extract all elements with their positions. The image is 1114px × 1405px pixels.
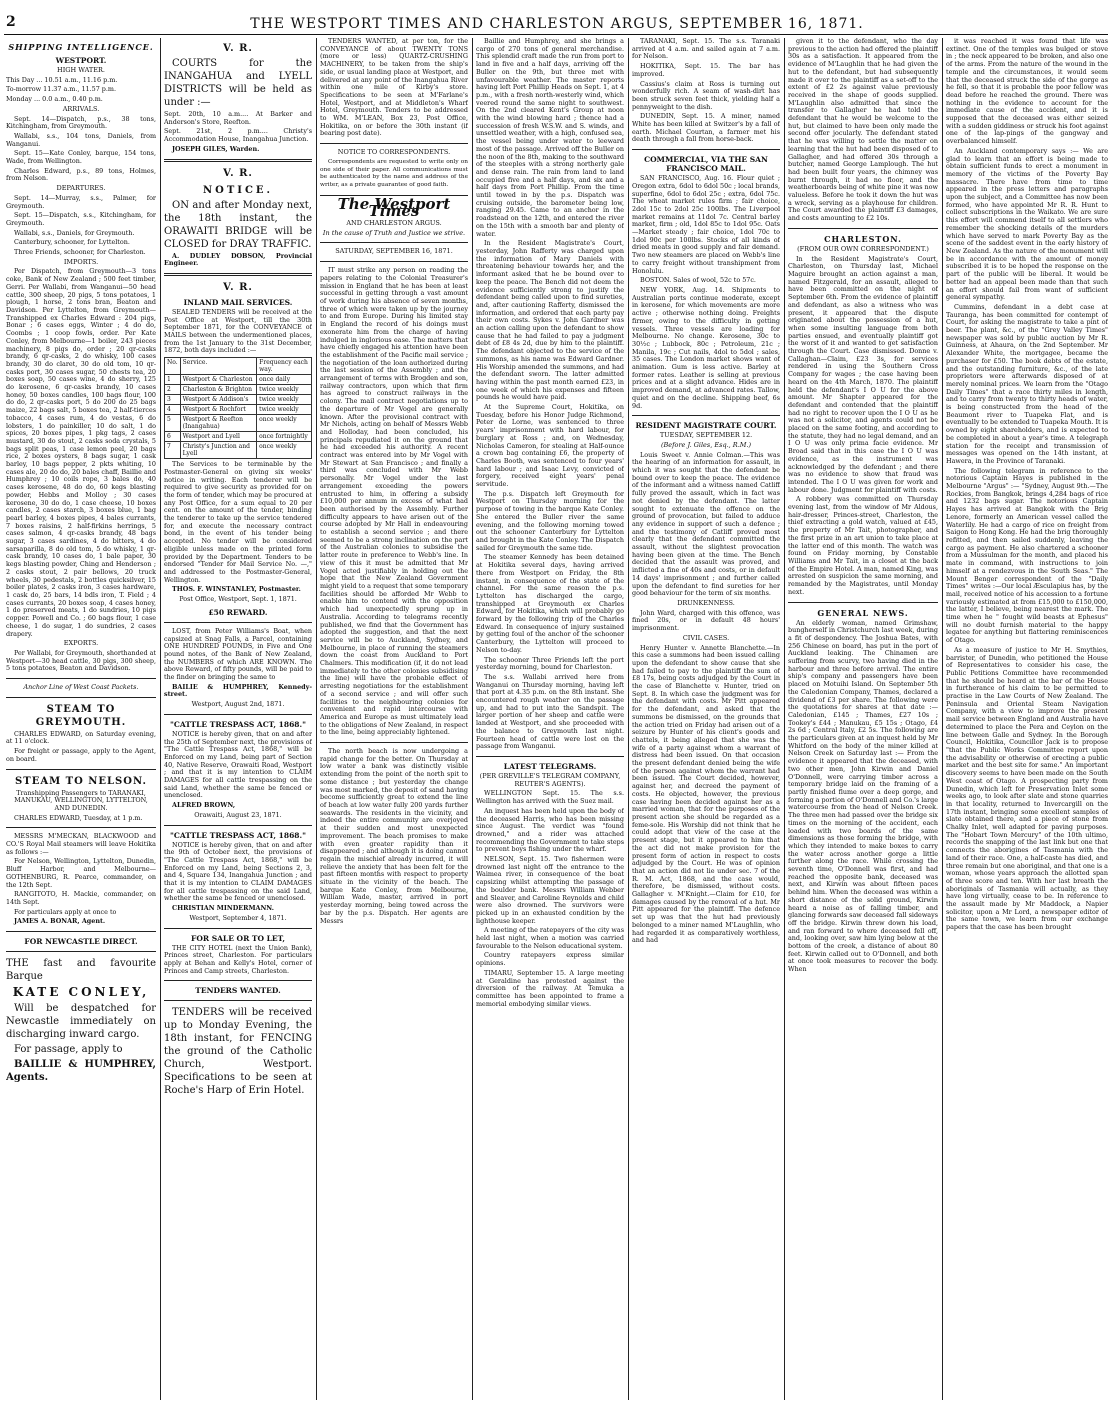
divider	[6, 827, 156, 828]
departure-entry: Sept. 15—Dispatch, s.s., Kitchingham, for Greymouth.	[6, 211, 156, 227]
table-cell: Charleston & Brighton	[180, 385, 257, 395]
tenders-wanted-text: TENDERS WANTED, at per ton, for the CONVEYANCE of about TWENTY TONS (more or less) QUARTZ-CRUSHING MACHINERY, to be taken from the ship's side, or usual landing place at Westport, and delivered at any point of the Inangahua River within one mile of Kirby's store. Specifications to be seen at M'Farlane's Hotel, Westport, and at Middleton's Wharf Hotel, Greymouth. Tenders to be addressed to WM. M'LEAN, Box 23, Post Office, Hokitika, on or before the 30th instant (if bearing post date).	[320, 38, 468, 138]
telegram: A meeting of the ratepayers of the city was held last night, when a motion was carried favourable to the Nelson educational system.	[476, 926, 624, 950]
arrival-entry: Wallabi, s.s., 104 tons, Daniels, from Wanganui.	[6, 131, 156, 148]
table-cell: Westport & Charleston	[180, 375, 257, 385]
giles-signature: JOSEPH GILES, Warden.	[172, 144, 260, 153]
issue-date: SATURDAY, SEPTEMBER 16, 1871.	[335, 247, 453, 256]
arrival-entry: Sept. 14—Dispatch, p.s., 38 tons, Kitchingham, from Greymouth.	[6, 114, 156, 131]
kate-conley-text: Will be despatched for Newcastle immediately on discharging inward cargo.	[6, 1003, 156, 1041]
column-editorial	[320, 38, 468, 1400]
table-header: Service.	[180, 358, 257, 375]
imports-heading: IMPORTS.	[63, 257, 99, 266]
column-news	[476, 38, 624, 1400]
page-number: 2	[6, 14, 17, 30]
divider	[632, 149, 780, 150]
arrival-entry: Charles Edward, p.s., 89 tons, Holmes, from Nelson.	[6, 166, 156, 183]
table-cell: twice weekly	[257, 395, 312, 405]
divider	[476, 756, 624, 757]
divider	[6, 697, 156, 698]
commercial-paragraph: NEW YORK, Aug. 14. Shipments to Australian ports continue moderate, except in kerosene, for which movements are more active ; otherwise nothing doing. Freights firmer, owing to the difficulty in getting vessels. Three vessels are loading for Melbourne. No change. Kerosene, 30c to 30½c ; Lubbock, 80c ; Petroleum, 21c ; Manila, 19c ; Cut nails, 4dol to 5dol ; sales, 35 cases. The London market shows want of animation. Gum is less active. Barley at former rates. Leather is selling at previous prices and at a slight advance. Hides are in improved demand, at advanced rates. Tallow, quiet and on the decline. Shipping beef, 6s 9d.	[632, 285, 780, 410]
departure-entry: Sept. 14—Murray, s.s., Palmer, for Greymouth.	[6, 193, 156, 210]
court-paragraph: John Ward, charged with this offence, was fined 20s, or in default 48 hours' imprisonment.	[632, 608, 780, 633]
charles-edward-nelson: CHARLES EDWARD, Tuesday, at 1 p.m.	[14, 813, 143, 822]
editorial-text: IT must strike any person on reading the papers relating to the Colonial Treasurer's mission in England that he has been at least successful in getting through a vast amount of work during his absence of seven months, three of which were taken up by the journey to and from Europe. During his limited stay in England the record of his doings must exonerate him from the charge of having indulged in inglorious ease. The matters that have chiefly engaged his attention have been the establishment of the Pacific mail service ; the negotiation of the loan authorized during the last session of the Assembly ; and the arrangement of terms with Brogden and son, railway contractors, upon which that firm has agreed to construct railways in the colony. The mail contract negotiations up to the departure of Mr Vogel are generally known. After the provisional contract with Mr Nichols, acting on behalf of Messrs Webb and Holloday, had been concluded, his principals repudiated it on the ground that he had exceeded his authority. A recent contract was entered into by Mr Vogel with Mr Stewart at San Francisco ; and finally a third was concluded with Mr Webb personally. Mr Vogel under the last arrangement exceeding the powers entrusted to him, in offering a subsidy £10,000 per annum in excess of what had been authorised by the Assembly. Further difficulty appears to have arisen out of the course adopted by Mr Hall in endeavouring to establish a second service ; and there seemed to be a strong inclination on the part of the Australian colonies to subsidise the latter route in preference to Webb's line. In view of this it must be admitted that Mr Vogel acted justifiably in holding out the hope that the New Zealand Government might yield to a request that some temporary facilities should be afforded Mr Webb to enable him to contend with the opposition which had unexpectedly sprung up in Australia. According to telegrams recently published, we find that the Government has adopted the suggestion, and that the next service will be to Auckland, Sydney, and Melbourne, in place of running the steamers down the coast from Auckland to Port Chalmers. This modification (if, it do not lead immediately to the other colonies subsidising the line) will have the probable effect of arresting negotiations for the establishment of a second service ; and will offer such facilities to the neighbouring colonies for convenient and rapid intercourse with America and Europe as must ultimately lead to the obligations of New Zealand, in respect to the line, being appreciably lightened.	[320, 266, 468, 737]
sale-heading: FOR SALE OR TO LET,	[191, 933, 285, 943]
column-rule	[942, 38, 943, 1400]
imports-text: Per Dispatch, from Greymouth—3 tons coke, Bank of New Zealand ; 500 feet timber, Gerri. Per Wallabi, from Wanganui—50 head cattle, 300 sheep, 20 pigs, 5 tons potatoes, 1 plough, 1 horse, 2 tons bran, Beaton and Davidson. Per Lyttelton, from Greymouth—Transhipped ex Charles Edward : 204 pigs, Bonar ; 6 cases eggs, Winter ; 4 do do, Coombs ; 1 coop fowls, order. Per Kate Conley, from Melbourne—1 boiler, 243 pieces machinery, 8 pigs do, order ; 20 qr-casks brandy, 6 qr-casks, 2 do whisky, 100 cases brandy, 30 do claret, 30 do old tom, 10 qr-casks port, 30 cases sugar, 50 chests tea, 20 boxes soap, 50 cases wine, 4 do sherry, 125 do kerosene, 6 qr-casks brandy, 10 cases honey, 50 boxes candles, 100 bags flour, 100 do do, 2 qr-casks port, 5 do 200 do 25 bags maize, 22 bags salt, 5 boxes tea, 2 half-tierces tobacco, 4 cases rum, 4 do vestas, 6 do lobsters, 1 do painkiller, 10 do salt, 1 do spices, 20 boxes pipes, 1 pkg tags, 2 cases mustard, 30 do stout, 2 casks soda crystals, 5 bags split peas, 1 case lemon peel, 20 bags rice, 2 boxes oysters, 8 bags sugar, 1 cask barley, 10 bags pepper, 2 pkts whiting, 10 cases ale, 20 do do, 20 bales chaff, Baillie and Humphrey ; 10 coils rope, 3 bales do, 40 cases kerosene, 48 do do, 60 kegs blasting powder, Hebbs and Molloy ; 30 cases kerosene, 30 do do, 1 case cheese, 10 boxes candles, 2 cases starch, 3 boxes blue, 1 bag pearl barley, 4 boxes pipes, 4 bales currants, 7 boxes raisins, 2 half-firkins herrings, 5 cases salmon, 4 qr-casks brandy, 48 bags sugar, 3 cases sardines, 4 do bitters, 4 do sarsaparilla, 8 do old tom, 5 do whisky, 1 qr-cask brandy, 10 cases do, 1 bale paper, 30 kegs blasting powder, Ching and Henderson ; 2 casks stout, 2 pair bellows, 20 truck wheels, 30 pedestals, 2 bottles quicksilver, 15 boiler plates, 2 casks iron, 3 cases hardware, 1 cask do, 25 bars, 14 bdls iron, T. Field ; 4 cases currants, 20 boxes soap, 4 cases honey, 1 do preserved meats, 1 do sundries, 10 pigs copper. Powell and Co. ; 60 bags flour, 1 case cheese, 1 do sugar, 1 do sundries, 2 cases drapery.	[6, 267, 156, 638]
charleston-paragraph: A robbery was committed on Thursday evening last, from the window of Mr Aldous, hair-dresser, Princes-street, Charleston, the thief extracting a gold watch, valued at £45, the property of Mr Tait, photographer, and the first prize in an art union to take place at the latter end of this month. The watch was found on Friday morning, by Constable Williams and Mr Tait, in a closet at the back of the Empire Hotel. A man, named King, was arrested on suspicion the same morning, and remanded by the Magistrates, until Monday next.	[788, 495, 938, 596]
winstanley-signature: THOS. F. WINSTANLEY, Postmaster.	[172, 585, 301, 594]
table-cell: Westport & Rochfort	[180, 405, 257, 415]
column-rule	[784, 38, 785, 1400]
divider	[164, 622, 312, 623]
vr-crest-2	[164, 167, 312, 180]
charles-edward-greymouth: CHARLES EDWARD, on Saturday evening, at 11 o'clock.	[6, 729, 156, 746]
table-cell: once weekly	[257, 442, 312, 459]
table-row	[165, 415, 312, 432]
port-heading: WESTPORT.	[55, 56, 107, 65]
general-news-paragraph: Cummins, defendant in a debt case at Tauranga, has been committed for contempt of Court, for asking the magistrate to take a pint of beer. The plant, &c., of the "Grey Valley Times" newspaper was sold by public auction by Mr R. Guinness, at Ahaura, on the 2nd September. Mr Alexander White, the mortgagee, became the purchaser for £50. The book debts of the estate, and the outstanding furniture, &c., of the late proprietors were afterwards disposed of at merely nominal prices. We learn from the "Otago Daily Times" that a race thirty miles in length, and to carry from twenty to thirty heads of water, is being constructed from the head of the Beaumont river to Tuapeka Flat, and is eventually to be extended to Tuapeka Mouth. It is owned by eight shareholders, and is expected to be completed in about a year's time. A telegraph station for the receipt and transmission of messages was opened on the 14th instant, at Hawera, in the Province of Taranaki.	[946, 302, 1108, 465]
divider	[6, 951, 156, 952]
telegram: TIMARU, September 15. A large meeting at Geraldine has protested against the diversion of the railway. At Temuka a committee has been appointed to frame a memorial embodying similar views.	[476, 968, 624, 1008]
departures-heading: DEPARTURES.	[56, 184, 106, 193]
column-rule	[628, 38, 629, 1400]
divider	[788, 602, 938, 603]
divider	[632, 415, 780, 416]
telegrams-sub: (PER GREVILLE'S TELEGRAM COMPANY, REUTER'S AGENTS).	[479, 771, 621, 788]
column-general-news	[946, 38, 1108, 1400]
general-news-paragraph: As a measure of justice to Mr H. Smythies, barrister, of Dunedin, who petitioned the House of Representatives to consider his case, the Public Petitions Committee have recommended that he should be heard at the bar of the House in furtherance of his claim to be permitted to practise in the Law Courts of New Zealand. The Peninsula and Oriental Steam Navigation Company, with a view to improve the present mail service between England and Australia have determined to place the Pera and Ceylon on the line between Galle and Sydney. In the Borough Council, Hokitika, Councillor Jack is to propose "that the Public Works Committee report upon the advisability or otherwise of erecting a public market and the best site for same." An important discovery seems to have been made on the South West coast of Otago. A prospecting party from Dunedin, which left for Preservation Inlet some weeks ago, to look after slate and stone quarries in that locality, returned to Invercargill on the 17th instant, bringing some excellent samples of slate obtained there, and a piece of stone from Chalky Inlet, well adapted for paving purposes. The "Hobart Town Mercury" of the 10th ultimo, records the snapping of the last link but one that connects the aborigines of Tasmania with the land of their race. One, a half-caste has died, and three remain but one aboriginal, and that one is a woman, whose years approach the allotted span of three score and ten. With her last breath the aboriginals of Tasmania will actually, as they have long virtually, cease to be. In reference to the assault made by Mr Maddock, a Napier solicitor, upon a Mr Lord, a newspaper editor of the same town, we learn from our exchange papers that the case has been brought	[946, 645, 1108, 932]
reward-heading: £50 REWARD.	[208, 607, 268, 617]
passage-text: For passage, apply to	[14, 1044, 123, 1056]
mail-heading: INLAND MAIL SERVICES.	[183, 297, 293, 307]
tranship-text: Transhipping Passengers to TARANAKI, MANUKAU, WELLINGTON, LYTTELTON, AND DUNEDIN.	[14, 788, 148, 812]
column-commercial	[632, 38, 780, 1400]
commercial-paragraph: BOSTON. Sales of wool, 52c to 57c.	[640, 276, 756, 285]
telegram: HOKITIKA, Sept. 15. The bar has improved.	[632, 62, 780, 78]
rangitoto-text: RANGITOTO, H. Mackie, commander, on 14th Sept.	[6, 890, 156, 906]
kate-conley-name: KATE CONLEY,	[12, 985, 150, 1000]
baillie-signature: BAILLIE & HUMPHREY, Agents.	[6, 1059, 156, 1084]
telegram: An inquest has been held upon the body of the deceased Harris, who has been missing since August. The verdict was "found drowned," and a rider was attached recommending the Government to take steps to prevent boys fishing under the wharf.	[476, 806, 624, 854]
table-cell: 5	[165, 415, 181, 432]
divider	[320, 143, 468, 144]
post-office-date: Post Office, Westport, Sept. 1, 1871.	[179, 595, 297, 604]
table-cell: 3	[165, 395, 181, 405]
rm-court-before: (Before J. Giles, Esq., R.M.)	[660, 440, 752, 449]
local-news-text: The north beach is now undergoing a rapid change for the better. On Thursday at low water a bank was distinctly visible extending from the point of the north spit to some distance ; but yesterday the change was most marked, the deposit of sand having become sufficiently great to extend the line of beach at low water fully 200 yards further seawards. The residents in the vicinity, and indeed the entire community are overjoyed at their sudden and most unexpected improvement. The beach promises to make with even greater rapidity than it disappeared ; and although it is doing cannot regain the mischief already incurred, it will relieve the anxiety that has been felt for the past fifteen months with respect to property situate in the vicinity of the beach. The barque Kate Conley, from Melbourne, William Wade, master, arrived in port yesterday morning, being towed across the bar by the p.s. Dispatch. Her agents are Messrs	[320, 747, 468, 925]
table-cell: 4	[165, 405, 181, 415]
table-header-row	[165, 358, 312, 375]
table-cell: once fortnightly	[257, 432, 312, 442]
column-rule	[316, 38, 317, 1400]
civil-cases-heading: CIVIL CASES.	[682, 633, 730, 642]
news-paragraph: In the Resident Magistrate's Court, yesterday, John Rafferty was charged upon the information of Mary Daniels with threatening behaviour towards her, and the informant asked that he be bound over to keep the peace. The Bench did not deem the evidence sufficiently strong to justify the defendant being called upon to find sureties, and, after cautioning Rafferty, dismissed the information, and ordered that each party pay their own costs. Sykes v. John Gardner was an action calling upon the defendant to show cause that he had failed to pay a judgment debt of £8 4s 2d, due by him to the plaintiff. The defendant objected to the service of the summons, as his name was Edward Gardner. His Worship amended the summons, and had the defendant sworn. The latter admitted having within the past month earned £23, in one week of which his expenses and fifteen pounds he would have paid.	[476, 239, 624, 402]
newcastle-heading: FOR NEWCASTLE DIRECT.	[24, 937, 138, 947]
departure-entry: Wallabi, s.s., Daniels, for Greymouth.	[14, 228, 135, 237]
divider	[788, 228, 938, 229]
table-header: No.	[165, 358, 181, 375]
general-news-heading: GENERAL NEWS.	[817, 607, 909, 618]
divider	[164, 825, 312, 826]
tenders-text: TENDERS will be received up to Monday Evening, the 18th instant, for FENCING the ground of the Catholic Church, Westport. Specifications to be seen at Roche's Harp of Erin Hotel.	[164, 1007, 312, 1097]
drunkenness-heading: DRUNKENNESS.	[677, 599, 735, 607]
table-cell: Westport & Addison's	[180, 395, 257, 405]
general-news-paragraph: The following telegram in reference to the notorious Captain Hayes is published in the Melbourne "Argus" :— "Sydney, August 9th.—The Rockies, from Bangkok, brings 4,284 bags of rice and 1232 bags sugar. The notorious Captain Hayes has arrived at Bangkok with the Brig Lenore, formerly an American vessel called the Waterlily. He had a cargo of rice on freight from Saigon to Hong Kong. He had the brig thoroughly refitted, and then sailed suddenly, leaving the cargo as payment. He also chartered a schooner from a Mussulman for the month, and placed his mate in command, with instructions to join himself at a rendezvous in the South Seas." The Mount Benger correspondent of the "Daily Times" writes :—Our local Æsculapius has, by the mail, received notice of his accession to a fortune variously estimated at from £15,000 to £150,000, the latter, I believe, being nearest the mark. The time when he " fought wild beasts at Ephesus" will no doubt furnish material to the happy legatee for anything but flattering reminiscences of Otago.	[946, 466, 1108, 645]
table-row	[165, 405, 312, 415]
telegram: DUNEDIN, Sept. 15. A miner, named White has been killed at Switzer's by a fall of earth. Michael Courtan, a farmer met his death through a fall from horse-back.	[632, 112, 780, 144]
shipping-heading: SHIPPING INTELLIGENCE.	[8, 42, 154, 52]
tenders-heading: TENDERS WANTED.	[195, 986, 281, 996]
table-cell: Westport & Reefton (Inangahua)	[180, 415, 257, 432]
gothenburg-text: For Nelson, Wellington, Lyttelton, Dunedin, Bluff Harbor, and Melbourne— GOTHENBURG, R. Pearce, commander, on the 12th Sept.	[6, 857, 156, 889]
divider	[320, 742, 468, 743]
table-row	[165, 375, 312, 385]
dobson-signature: A. DUDLEY DOBSON, Provincial Engineer.	[164, 251, 312, 268]
charleston-sub: (FROM OUR OWN CORRESPONDENT.)	[797, 244, 929, 253]
divider	[164, 928, 312, 929]
courts-text: COURTS for the INANGAHUA and LYELL DISTRICTS will be held as under :—	[164, 58, 312, 108]
table-cell: once weekly	[257, 415, 312, 432]
motto: In the cause of Truth and Justice we strive.	[322, 228, 466, 237]
anchor-line-heading: Anchor Line of West Coast Packets.	[23, 683, 139, 692]
mmeckan-text: MESSRS M'MECKAN, BLACKWOOD and CO.'S Royal Mail steamers will leave Hokitika as follows :—	[6, 832, 156, 856]
news-paragraph: Baillie and Humphrey, and she brings a cargo of 270 tons of general merchandise. This splendid craft made the run from port to land in five and a half days, arriving off the Buller on the 9th, but three met with unfavourable weather. The master reports having left Port Phillip Heads on Sept. 1, at 4 p.m., with a fresh north-westerly wind, which veered round the same night to southwest. On the 2nd cleared Kent's Group at noon with the wind blowing hard ; thence had a succession of fresh W.S.W. and S. winds, and unsettled weather, with a high, confused sea, the vessel being under water to leeward most of the passage. Arrived off the Buller on the noon of the 8th, making to the southward of the steeples with a strong northerly gale and dense rain. The rain from land to land occupied five and a half days, and six and a half days from Port Phillip. From the time until towed in by the p.s. Dispatch was cruising outside, the barometer being low, ranging 29.45. Came to an anchor in the roadstead on the 12th, and entered the river on the 15th with a smooth bar and plenty of water.	[476, 38, 624, 238]
table-row	[165, 395, 312, 405]
column-notices	[164, 38, 312, 1400]
divider	[6, 678, 156, 679]
table-cell: twice weekly	[257, 385, 312, 395]
table-cell: Christy's Junction and Lyell	[180, 442, 257, 459]
divider	[164, 273, 312, 276]
divider	[164, 980, 312, 981]
brown-date: Orawaiti, August 23, 1871.	[194, 810, 282, 819]
fast-barque-text: THE fast and favourite Barque	[6, 958, 156, 983]
cattle-act-heading: "CATTLE TRESPASS ACT, 1868."	[169, 719, 307, 729]
arrival-entry: Sept. 15—Kate Conley, barque, 154 tons, Wade, from Wellington.	[6, 149, 156, 166]
divider	[6, 769, 156, 770]
divider	[320, 261, 468, 262]
baillie-signature-2: BAILIE & HUMPHREY, Kennedy-street.	[164, 682, 312, 699]
exports-heading: EXPORTS.	[63, 639, 99, 648]
notice-heading: NOTICE.	[202, 184, 274, 196]
commercial-paragraph: SAN FRANCISCO, Aug. 16. Flour quiet ; Oregon extra, 6dol to 6dol 50c ; local brands, superfine, 6dol to 6dol 25c ; extra, 6dol 75c. The wheat market rules firm ; fair choice, 2dol 15c to 2dol 25c 100lbs. The Liverpool market remains at 11dol 7c. Central barley market, firm ; old, 1dol 85c to 1dol 95c. Oats—Market steady ; fair choice, 1dol 70c to 1dol 90c per 100lbs. Stocks of all kinds of dried meats in good supply and fair demand. Two new steamers are placed on Webb's line to carry freight without transhipment from Honolulu.	[632, 174, 780, 275]
high-water-line: Monday ... 0.0 a.m., 0.40 p.m.	[6, 95, 103, 104]
table-cell: 2	[165, 385, 181, 395]
news-paragraph: The steamer Kennedy has been detained at Hokitika several days, having arrived there from Westport on Friday, the 8th instant, in consequence of the state of the channel. For the same reason the p.s. Lyttelton has discharged the cargo, transhipped at Greymouth ex Charles Edward, for Hokitika, which will probably go forward by the following trip of the Charles Edward. In consequence of injury sustained by getting foul of the anchor of the schooner Canterbury, the Lyttelton will proceed to Nelson to-day.	[476, 553, 624, 654]
table-header: Frequency each way.	[257, 358, 312, 375]
table-cell: 7	[165, 442, 181, 459]
table-row	[165, 442, 312, 459]
masthead-title: THE WESTPORT TIMES AND CHARLESTON ARGUS, SEPTEMBER 16, 1871.	[250, 16, 864, 32]
vr-crest-3	[164, 281, 312, 294]
vr-label: V. R.	[223, 167, 253, 179]
baillie-date: Westport, August 2nd, 1871.	[191, 700, 285, 709]
cattle-act-text-2: NOTICE is hereby given, that on and after the 9th of October next, the provisions of "The Cattle Trespass Act, 1868," will be Enforced on my Land, being Sections 2, 3, and 4, Square 134, Inangahua Junction ; and that it is my intention to CLAIM DAMAGES for all cattle trespassing on the said Land, whether the same be fenced or unenclosed.	[164, 840, 312, 903]
vr-label: V. R.	[223, 43, 253, 54]
divider	[164, 714, 312, 715]
masthead-rule	[4, 34, 1108, 35]
divider	[6, 931, 156, 932]
table-row	[165, 432, 312, 442]
table-cell: twice weekly	[257, 405, 312, 415]
table-cell: once daily	[257, 375, 312, 385]
divider	[164, 159, 312, 162]
departure-entry: Canterbury, schooner, for Lyttelton.	[14, 238, 130, 247]
column-shipping	[6, 38, 156, 1400]
telegram: TARANAKI, Sept. 15. The s.s. Taranaki arrived at 4 a.m. and sailed again at 7 a.m. for Nelson.	[632, 38, 780, 61]
departure-entry: Three Friends, schooner, for Charleston.	[14, 248, 146, 257]
divider	[320, 242, 468, 243]
divider	[164, 1000, 312, 1001]
high-water-line: This Day ... 10.51 a.m., 11.16 p.m.	[6, 75, 118, 84]
high-water-line: To-morrow 11.37 a.m., 11.57 p.m.	[6, 85, 117, 94]
correspondents-text: Correspondents are requested to write only on one side of their paper. All communications must be authenticated by the name and address of the writer, as a private guarantee of good faith.	[320, 158, 468, 188]
court-paragraph: Louis Sweet v. Annie Colman.—This was the hearing of an information for assault, in which it was sought that the defendant be bound over to keep the peace. The evidence of the informant and a witness named Catliff fully proved the assault, which in fact was not denied by the defendant. The latter sought to extenuate the offence on the ground of provocation, but failed to adduce any evidence in support of such a defence ; and the testimony of Catliff proved most clearly that the defendant committed the assault, without the slightest provocation having been given at the time. The Bench decided that the assault was proved, and inflicted a fine of 40s and costs, or in default 14 days' imprisonment ; and further called upon the defendant to find sureties for her good behaviour for the term of six months.	[632, 450, 780, 598]
bonar-signature: JAMES A. BONAR, Agent.	[14, 917, 106, 926]
vr-crest	[164, 42, 312, 55]
sale-text: THE CITY HOTEL (next the Union Bank), Princes street, Charleston. For particulars apply at Behan and Kelly's Hotel, corner of Princes and Camp streets, Charleston.	[164, 943, 312, 975]
cattle-act-text: NOTICE is hereby given, that on and after the 25th of September next, the provisions of "The Cattle Trespass Act, 1868," will be Enforced on my Land, being part of Section 40, Native Reserve, Orawaiti Road, Westport ; and that it is my intention to CLAIM DAMAGES for all cattle trespassing on the said Land, whether the same be fenced or unenclosed.	[164, 729, 312, 800]
news-paragraph: The schooner Three Friends left the port yesterday morning, bound for Charleston.	[476, 655, 624, 672]
telegram: NELSON, Sept. 15. Two fishermen were drowned last night off the entrance to the Waimea river, in consequence of the boat capsizing whilst attempting the passage of the boulder bank. Messrs William Webber and Sleaver, and Caroline Reynolds and child were also drowned. The survivors were picked up in an exhausted condition by the lighthouse keeper.	[476, 855, 624, 925]
brown-signature: ALFRED BROWN,	[172, 801, 236, 810]
court-date: Sept. 20th, 10 a.m.... At Barker and Anderson's Store, Reefton.	[164, 110, 312, 126]
news-paragraph: The p.s. Dispatch left Greymouth for Westport on Thursday morning for the purpose of towing in the barque Kate Conley. She entered the Buller river the same evening, and the following morning towed out the schooner Canterbury for Lyttelton and brought in the Kate Conley. The Dispatch sailed for Greymouth the same tide.	[476, 489, 624, 552]
arrivals-heading: ARRIVALS.	[62, 104, 100, 113]
mindermann-signature: CHRISTIAN MINDERMANN.	[172, 904, 274, 913]
nameplate: The Westport Times	[337, 194, 451, 221]
commercial-heading: COMMERCIAL, VIA THE SAN FRANCISCO MAIL.	[644, 155, 768, 174]
mindermann-date: Westport, September 4, 1871.	[189, 913, 287, 922]
court-paragraph: given it to the defendant, who the day previous to the action had offered the plaintiff 30s as a satisfaction. It appeared from the evidence of M'Laughlin that he had given the hut to the defendant, but had subsequently made it over to the plaintiff as a set-off to the extent of £2 2s against value previously received in the shape of goods supplied. M'Laughlin also admitted that since the transfer to Gallagher he had told the defendant that he would be welcome to the hut, but claimed to have been only made the second offer jocularly. The defendant stated that he was willing to settle the matter on learning that the hut had been disposed of to Gallagher, and had offered 30s through a butcher, named George Lamplough. The hut had been built four years, the chimney was burnt through, it had no floor, and the weatherboards being of white pine it was now valueless. Before he took it down the hut was a wreck, serving as a playhouse for children. The Court awarded the plaintiff £3 damages, and costs amounting to £2 10s.	[788, 38, 938, 223]
telegram: WELLINGTON Sept. 15. The s.s. Wellington has arrived with the Suez mail.	[476, 789, 624, 806]
table-cell: 6	[165, 432, 181, 442]
vr-label: V. R.	[223, 281, 253, 293]
mail-text: SEALED TENDERS will be received at the Post Office at Westport, till the 30th September 1871, for the CONVEYANCE of MAILS between the undermentioned places, from the 1st January to the 31st December, 1872, both days included :—	[164, 307, 312, 355]
steam-nelson-heading: STEAM TO NELSON.	[15, 775, 147, 787]
charleston-heading: CHARLESTON.	[824, 233, 902, 244]
reward-text: LOST, from Peter Williams's Boat, when capsized at Snag Falls, a Parcel, containing ONE HUNDRED POUNDS, in Five and One pound notes, of the Bank of New Zealand, the NUMBERS of which ARE KNOWN. The above Reward, of fifty pounds, will be paid to the finder on bringing the same to	[164, 626, 312, 682]
exports-text: Per Wallabi, for Greymouth, shorthanded at Westport—30 head cattle, 30 pigs, 300 sheep, 5 tons potatoes, Beaton and Davidson.	[6, 648, 156, 673]
nameplate-sub: AND CHARLESTON ARGUS.	[346, 219, 442, 228]
telegram: Cassius's claim at Ross is turning out wonderfully rich. A seam of wash-dirt has been struck seven feet thick, yielding half a pennyweight to the dish.	[632, 79, 780, 111]
general-news-paragraph: An Auckland contemporary says :— We are glad to learn that an effort is being made to obtain sufficient funds to erect a monument in memory of the victims of the Poverty Bay massacre. There have from time to time appeared in the press letters and paragraphs upon the subject, and a Committee has now been formed, who have appointed Mr R. R. Hunt to collect subscriptions in the Waikato. We are sure this effort will commend itself to all settlers who remember the shocking details of the murders which have served to mark Poverty Bay as the scene of the saddest event in the early history of New Zealand. As the nature of the monument will be in accordance with the amount of money subscribed it is to be hoped the response on the part of the public will be liberal. It would be better had an appeal been made than that such an effort should fail from want of sufficient general sympathy.	[946, 146, 1108, 302]
news-paragraph: The s.s. Wallabi arrived here from Wanganui on Thursday morning, having left that port at 4.35 p.m. on the 8th instant. She encountered rough weather on the passage up, and had to put into the Sandspit. The larger portion of her sheep and cattle were landed at Westport, and she proceeded with the balance to Greymouth last night. Fourteen head of cattle were lost on the passage from Wanganui.	[476, 672, 624, 751]
particulars-text: For particulars apply at once to	[14, 907, 117, 916]
rm-court-heading: RESIDENT MAGISTRATE COURT.	[635, 421, 777, 431]
correspondents-heading: NOTICE TO CORRESPONDENTS.	[337, 148, 451, 157]
column-rule	[160, 38, 161, 1400]
steam-greymouth-heading: STEAM TO GREYMOUTH.	[35, 703, 127, 728]
general-news-paragraph: it was reached it was found that life was extinct. One of the temples was bulged or stove in ; the neck appeared to be broken, and also one of the arms. From the nature of the wound in the temple and the circumstances, it would seem that the deceased struck the side of the gorge as he fell, so that it is probable the poor fellow was dead before he reached the ground. There was nothing in the evidence to account for the immediate cause of the accident, and it is supposed that the deceased was either seized with a sudden giddiness or struck his foot against one of the lap-pings of the gangway and overbalanced himself.	[946, 38, 1108, 146]
court-paragraph: Henry Hunter v. Annette Blanchette.—In this case a summons had been issued calling upon the defendant to show cause that she had failed to pay to the plaintiff the sum of £8 17s, being costs adjudged by the Court in the case of Blanchette v. Hunter, tried on Sept. 8. In which case the judgment was for the defendant with costs. Mr Pitt appeared for the defendant, and asked that the summons be dismissed, on the grounds that the action tried on Friday had arisen out of a seizure by Hunter of his client's goods and chattels, it being alleged that she was the wife of a party against whom a warrant of distress had been issued. On that occasion the present defendant denied being the wife of the person against whom the warrant had been issued. The Court decided, however, against her, and decreed the payment of costs. He objected, however, the previous case having been decided against her as a married woman, that for the purposes of the present action she should be regarded as a feme-sole. His Worship did not think that he could adopt that view of the case at the present stage, but it appeared to him that the act did not make provision for the present form of action in respect to costs adjudged by the Court. He was of opinion that an action did not lie under sec. 7 of the R. M. Act, 1868, and the case would, therefore, be dismissed, without costs. Gallagher v. M'Knight.—Claim for £10, for damages caused by the removal of a hut. Mr Pitt appeared for the plaintiff. The defence set up was that the hut had previously belonged to a miner named M'Laughlin, who had regarded it as comparatively worthless, and had	[632, 643, 780, 945]
table-cell: Westport and Lyell	[180, 432, 257, 442]
charleston-paragraph: In the Resident Magistrate's Court, Charleston, on Thursday last, Michael Maguire brought an action against a man, named Fitzgerald, for an assault, alleged to have been committed on the night of September 6th. From the evidence of plaintiff and defendant, as also a witness who was present, it appeared that the dispute originated about the possession of a hut, when some insulting language from both parties ensued, and eventually plaintiff got the worst of it and wanted to get satisfaction through the Court. Case dismissed. Donne v. Callaghan—Claim, £23 3s, for services rendered in using the Southern Cross Company for wages ; the case having been heard on the 4th March, 1870. The plaintiff held the defendant's I O U for the above amount. Mr Shapter appeared for the defendant and contended that the plaintiff had no right to recover upon the I O U as he was not a solicitor, and agents could not be placed on the same footing, and according to the statute, they had no legal demand, and an I O U was only prima facie evidence. Mr Broad said that in this case the I O U was evidence, as the instrument was acknowledged by the defendant ; and there was no evidence to show that fraud was intended. The I O U was given for work and labour done. Judgment for plaintiff with costs.	[788, 254, 938, 494]
court-date: Sept. 21st, 2 p.m.... Christy's Accommodation House, Inangahua Junction.	[164, 127, 312, 144]
telegram: Country ratepayers express similar opinions.	[476, 951, 624, 968]
cattle-act-heading-2: "CATTLE TRESPASS ACT, 1868."	[169, 830, 307, 840]
mail-table	[164, 357, 312, 459]
table-row	[165, 385, 312, 395]
general-news-paragraph: An elderly woman, named Grimshaw, bungherself in Christchurch last week, during a fit of despondency. The Joshua Bates, with 256 Chinese on board, has put in the port of Auckland leaking. The Chinamen are suffering from scurvy, two having died in the harbour and three before arrival. The entire ship's company and passengers have been placed on Motuihi Island. On September 5th the Caledonian Company, Thames, declared a dividend of £3 per share. The following were the quotations for shares at that date :—Caledonian, £145 ; Thames, £27 10s ; Tookey's £44 ; Manukau, £5 15s ; Otago, £4 2s 6d ; Central Italy, £2 5s. The following are the particulars given at an inquest held by Mr Whitford on the body of the miner killed at Nelson Creek on Saturday last :— From the evidence it appeared that the deceased, with two other men, John Kirwin and Daniel O'Donnell, were carrying timber across a temporary bridge laid on the framing of a partly finished flume over a deep gorge, and forming a portion of O'Donnell and Co.'s large watercourse from the head of Nelson Creek. The three men had passed over the bridge six times on the morning of the accident, each loaded with two boards of the same dimensions as those forming the bridge, with which they intended to make boxes to carry the water across another gorge a little further along the race. While crossing the seventh time, O'Donnell was first, and had reached the opposite bank, deceased was next, and Kirwin was about fifteen paces behind him. When the deceased was within a short distance of the solid ground, Kirwin heard a noise as of falling timber, and glancing forwards saw deceased fall sideways off the bridge. Kirwin threw down his load, and ran forward to where deceased fell off, and, looking over, saw him lying below at the bottom of the creek, a distance of about 80 feet. Kirwin called out to O'Donnell, and both at once took measures to recover the body. When	[788, 618, 938, 974]
column-rule	[472, 38, 473, 1400]
notice-text: ON and after Monday next, the 18th instant, the ORAWAITI BRIDGE will be CLOSED for DRAY TRAFFIC.	[164, 199, 312, 250]
high-water-heading: HIGH WATER.	[57, 66, 105, 74]
freight-text: For freight or passage, apply to the Agent, on board.	[6, 747, 156, 763]
rm-court-date: TUESDAY, SEPTEMBER 12.	[659, 431, 753, 440]
table-cell: 1	[165, 375, 181, 385]
column-charleston	[788, 38, 938, 1400]
telegrams-heading: LATEST TELEGRAMS.	[503, 761, 597, 771]
news-paragraph: At the Supreme Court, Hokitika, on Tuesday, before his Honor Judge Richmond, Peter de Lorne, was sentenced to three years' imprisonment with hard labour, for burglary at Ross ; and, on Wednesday, Nicholas Cameron, for stealing at Half-ounce a crown bag containing £6, the property of Charles Booth, was sentenced to four years' hard labour ; and Isaac Levy, convicted of forgery, received eight years' penal servitude.	[476, 403, 624, 489]
masthead	[0, 14, 1114, 34]
mail-terms: The Services to be terminable by the Postmaster-General on giving six weeks' notice in writing. Each tenderer will be required to give security as provided for on the form of tender, which may be procured at any Post Office, for a sum equal to 20 per cent. on the amount of the tender, binding the tenderer to take up the service tendered for, and execute the necessary contract bond, in the event of his tender being accepted. No tender will be considered eligible unless made on the printed form provided by the Department. Tenders to be endorsed "Tender for Mail Service No. —," and addressed to the Postmaster-General, Wellington.	[164, 460, 312, 584]
